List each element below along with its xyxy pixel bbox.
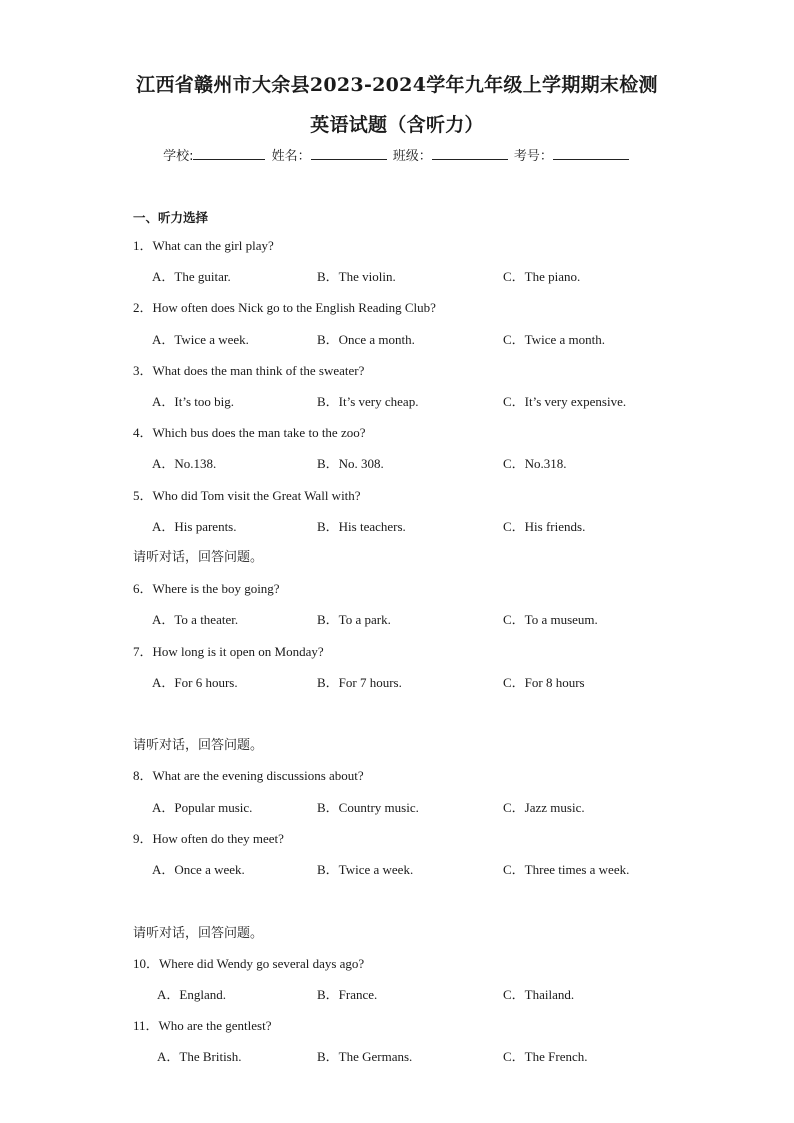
option-b: B．The violin. [317, 269, 396, 284]
option-b: B．Twice a week. [317, 862, 414, 877]
title-line-2: 英语试题（含听力） [310, 114, 484, 136]
option-a: A．It’s too big. [152, 394, 234, 409]
option-a: A．Popular music. [152, 800, 253, 815]
question: 11．Who are the gentlest? [133, 1018, 272, 1033]
question: 6．Where is the boy going? [133, 581, 280, 596]
school-label: 学校: [163, 149, 194, 164]
question: 4．Which bus does the man take to the zoo? [133, 425, 366, 440]
student-info-row [0, 145, 794, 164]
option-c: C．Jazz music. [503, 800, 585, 815]
name-field[interactable] [311, 147, 387, 160]
instruction: 请听对话，回答问题。 [133, 550, 264, 565]
option-c: C．The French. [503, 1049, 588, 1064]
option-b: B．Country music. [317, 800, 419, 815]
option-b: B．France. [317, 987, 378, 1002]
option-a: A．England. [157, 987, 226, 1002]
option-c: C．For 8 hours [503, 675, 585, 690]
question: 8．What are the evening discussions about? [133, 768, 364, 783]
option-c: C．No.318. [503, 456, 567, 471]
option-a: A．For 6 hours. [152, 675, 238, 690]
title-line-1: 江西省赣州市大余县2023-2024学年九年级上学期期末检测 [136, 74, 658, 96]
option-c: C．It’s very expensive. [503, 394, 627, 409]
option-c: C．Three times a week. [503, 862, 630, 877]
option-a: A．His parents. [152, 519, 237, 534]
question: 1．What can the girl play? [133, 238, 274, 253]
question: 7．How long is it open on Monday? [133, 644, 324, 659]
question: 5．Who did Tom visit the Great Wall with? [133, 488, 361, 503]
option-a: A．The guitar. [152, 269, 231, 284]
class-label: 班级： [392, 149, 432, 164]
option-b: B．His teachers. [317, 519, 406, 534]
option-a: A．Twice a week. [152, 332, 249, 347]
option-c: C．The piano. [503, 269, 581, 284]
option-b: B．The Germans. [317, 1049, 413, 1064]
option-c: C．His friends. [503, 519, 586, 534]
number-label: 考号： [513, 149, 553, 164]
number-field[interactable] [553, 147, 629, 160]
option-a: A．To a theater. [152, 612, 239, 627]
question: 2．How often does Nick go to the English Reading Club? [133, 300, 436, 315]
option-a: A．Once a week. [152, 862, 245, 877]
option-c: C．Twice a month. [503, 332, 605, 347]
option-b: B．For 7 hours. [317, 675, 402, 690]
school-field[interactable] [193, 147, 265, 160]
instruction: 请听对话，回答问题。 [133, 926, 264, 941]
option-b: B．Once a month. [317, 332, 415, 347]
class-field[interactable] [432, 147, 508, 160]
option-a: A．The British. [157, 1049, 242, 1064]
option-b: B．No. 308. [317, 456, 384, 471]
option-b: B．It’s very cheap. [317, 394, 419, 409]
section-heading: 一、听力选择 [133, 210, 209, 225]
question: 9．How often do they meet? [133, 831, 284, 846]
instruction: 请听对话，回答问题。 [133, 738, 264, 753]
name-label: 姓名： [271, 149, 311, 164]
option-c: C．Thailand. [503, 987, 575, 1002]
option-b: B．To a park. [317, 612, 391, 627]
option-c: C．To a museum. [503, 612, 598, 627]
option-a: A．No.138. [152, 456, 217, 471]
question: 3．What does the man think of the sweater? [133, 363, 365, 378]
question: 10．Where did Wendy go several days ago? [133, 956, 365, 971]
